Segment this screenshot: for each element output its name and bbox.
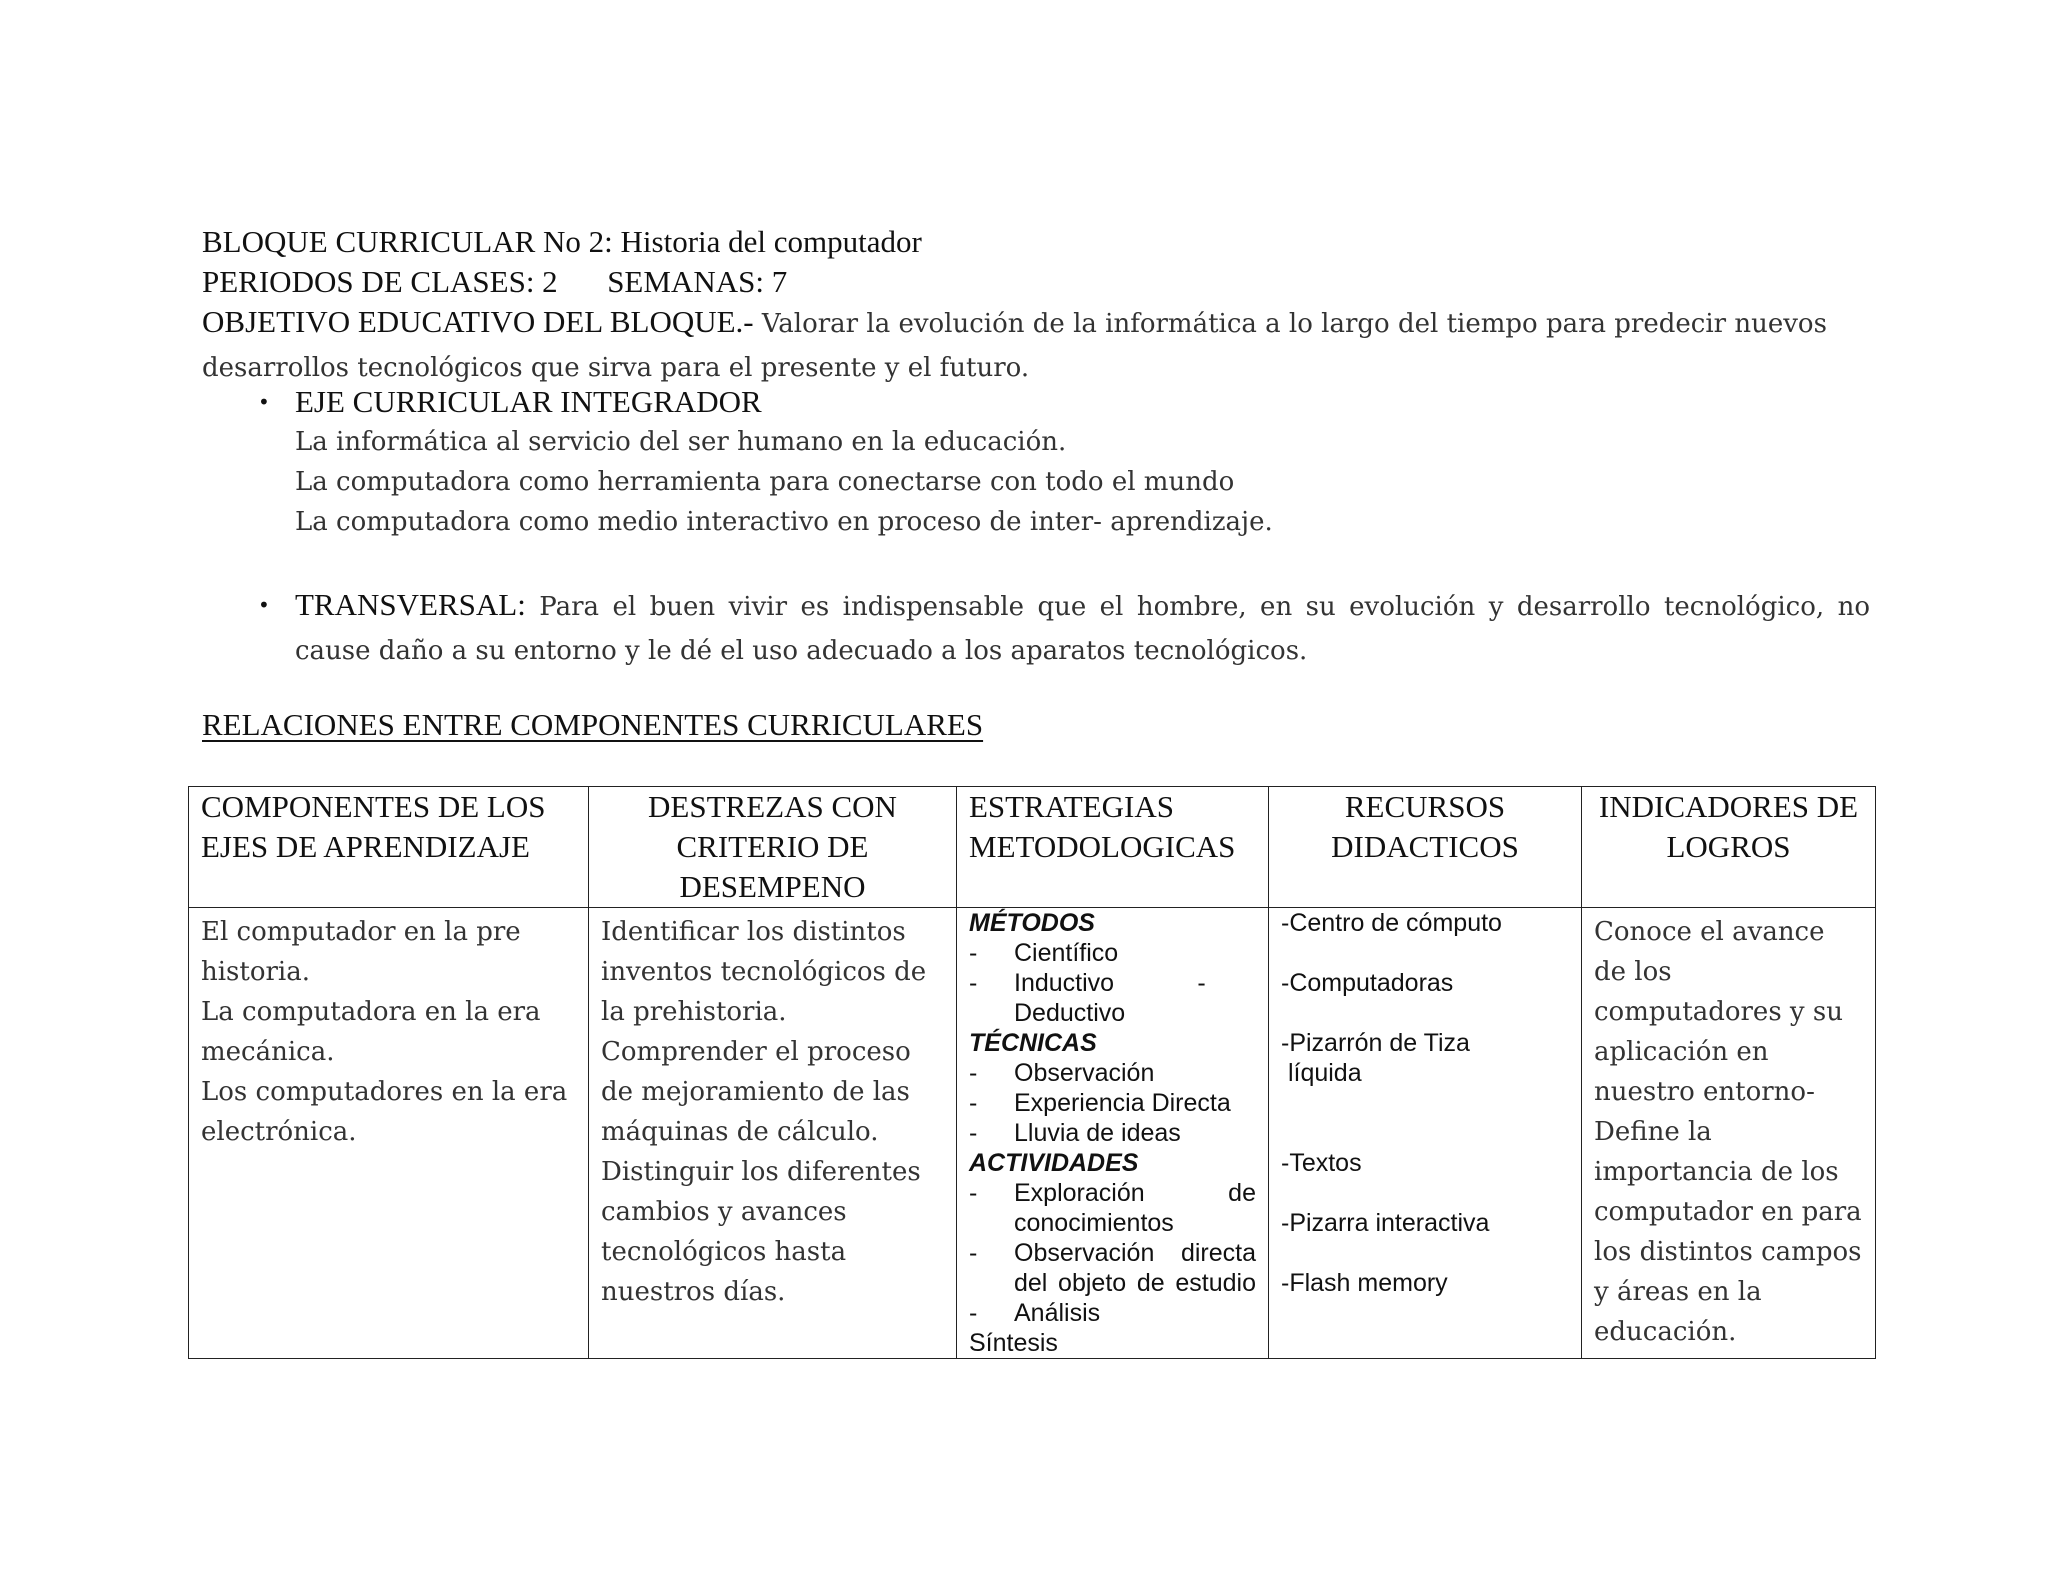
recurso-item: -Pizarra interactiva: [1281, 1209, 1490, 1237]
strategy-text: Científico: [1014, 939, 1119, 967]
eje-title: EJE CURRICULAR INTEGRADOR: [295, 384, 762, 419]
bullet-icon: •: [258, 593, 270, 617]
cell-indicadores: [1582, 908, 1876, 1359]
objective-label: OBJETIVO EDUCATIVO DEL BLOQUE.-: [202, 304, 754, 339]
header-recursos: RECURSOS DIDACTICOS: [1269, 787, 1582, 908]
semanas-text: SEMANAS: 7: [607, 264, 788, 299]
strategy-text: Deductivo: [1014, 999, 1126, 1027]
strategy-item: [969, 1238, 1256, 1298]
metodos-label: MÉTODOS: [969, 909, 1095, 937]
recurso-item: líquida: [1281, 1059, 1362, 1087]
dash: -: [969, 1089, 978, 1117]
table-header-row: [189, 787, 1876, 908]
transversal-text: Para el buen vivir es indispensable que el hombre, en su evolución y desarrollo tecnológico, no cause daño a su entorno y le dé el uso adecuado a los aparatos tecnológicos.: [295, 592, 1870, 666]
recurso-item: -Centro de cómputo: [1281, 909, 1502, 937]
strategy-text: Observación directa del objeto de estudio: [1014, 1239, 1256, 1297]
eje-item: La computadora como medio interactivo en proceso de inter- aprendizaje.: [295, 507, 1273, 537]
curricular-table: [188, 786, 1876, 1359]
bullet-icon: •: [258, 390, 270, 414]
dash: -: [969, 939, 978, 967]
strategy-item: [969, 968, 1256, 998]
transversal-label: TRANSVERSAL:: [295, 587, 526, 622]
strategy-text: Experiencia Directa: [1014, 1089, 1231, 1117]
relaciones-title: RELACIONES ENTRE COMPONENTES CURRICULARES: [202, 707, 984, 742]
strategy-item: [969, 1058, 1256, 1088]
strategy-item: [969, 1088, 1256, 1118]
componentes-text: El computador en la pre historia. La computadora en la era mecánica. Los computadores en la era electrónica.: [201, 917, 568, 1147]
dash: -: [969, 1179, 978, 1207]
tecnicas-label: TÉCNICAS: [969, 1029, 1097, 1057]
cell-recursos: [1269, 908, 1582, 1359]
recurso-item: -Pizarrón de Tiza: [1281, 1029, 1470, 1057]
table-row: [189, 908, 1876, 1359]
eje-item: La informática al servicio del ser humano en la educación.: [295, 427, 1067, 457]
strategy-text: Lluvia de ideas: [1014, 1119, 1181, 1147]
strategy-item: [969, 938, 1256, 968]
header-componentes: COMPONENTES DE LOS EJES DE APRENDIZAJE: [189, 787, 589, 908]
recurso-item: -Computadoras: [1281, 969, 1454, 997]
objective-text: Valorar la evolución de la informática a lo largo del tiempo para predecir nuevos desarrollos tecnológicos que sirva para el presente y el futuro.: [202, 309, 1827, 383]
header-estrategias: ESTRATEGIAS METODOLOGICAS: [957, 787, 1269, 908]
strategy-item: [969, 998, 1256, 1028]
header-indicadores: INDICADORES DE LOGROS: [1582, 787, 1876, 908]
periodos-line: [202, 262, 787, 302]
actividades-label: ACTIVIDADES: [969, 1149, 1139, 1177]
cell-componentes: [189, 908, 589, 1359]
eje-item: La computadora como herramienta para conectarse con todo el mundo: [295, 467, 1235, 497]
objective-paragraph: [202, 302, 1892, 392]
cell-destrezas: [589, 908, 957, 1359]
dash: -: [969, 1299, 978, 1327]
strategy-text: Inductivo -: [1014, 969, 1206, 997]
header-destrezas: DESTREZAS CON CRITERIO DE DESEMPENO: [589, 787, 957, 908]
strategy-item: [969, 1298, 1256, 1328]
indicadores-text: Conoce el avance de los computadores y su aplicación en nuestro entorno- Define la importancia de los computador en para los distintos campos y áreas en la educación.: [1594, 917, 1862, 1347]
dash: -: [969, 1239, 978, 1267]
dash: -: [969, 1059, 978, 1087]
strategy-text: Exploración de conocimientos: [1014, 1179, 1256, 1237]
strategy-item: [969, 1118, 1256, 1148]
strategy-text: Observación: [1014, 1059, 1155, 1087]
recurso-item: -Textos: [1281, 1149, 1362, 1177]
dash: -: [969, 1119, 978, 1147]
sintesis-text: Síntesis: [969, 1329, 1058, 1357]
periodos-text: PERIODOS DE CLASES: 2: [202, 264, 558, 299]
strategy-text: Análisis: [1014, 1299, 1101, 1327]
transversal-paragraph: [295, 585, 1870, 675]
recurso-item: -Flash memory: [1281, 1269, 1448, 1297]
bloque-title: BLOQUE CURRICULAR No 2: Historia del computador: [202, 224, 922, 259]
cell-estrategias: [957, 908, 1269, 1359]
strategy-item: [969, 1178, 1256, 1238]
dash: -: [969, 969, 978, 997]
destrezas-text: Identificar los distintos inventos tecnológicos de la prehistoria. Comprender el proceso de mejoramiento de las máquinas de cálculo. Distinguir los diferentes cambios y avances tecnológicos hasta nuestros días.: [601, 917, 927, 1307]
